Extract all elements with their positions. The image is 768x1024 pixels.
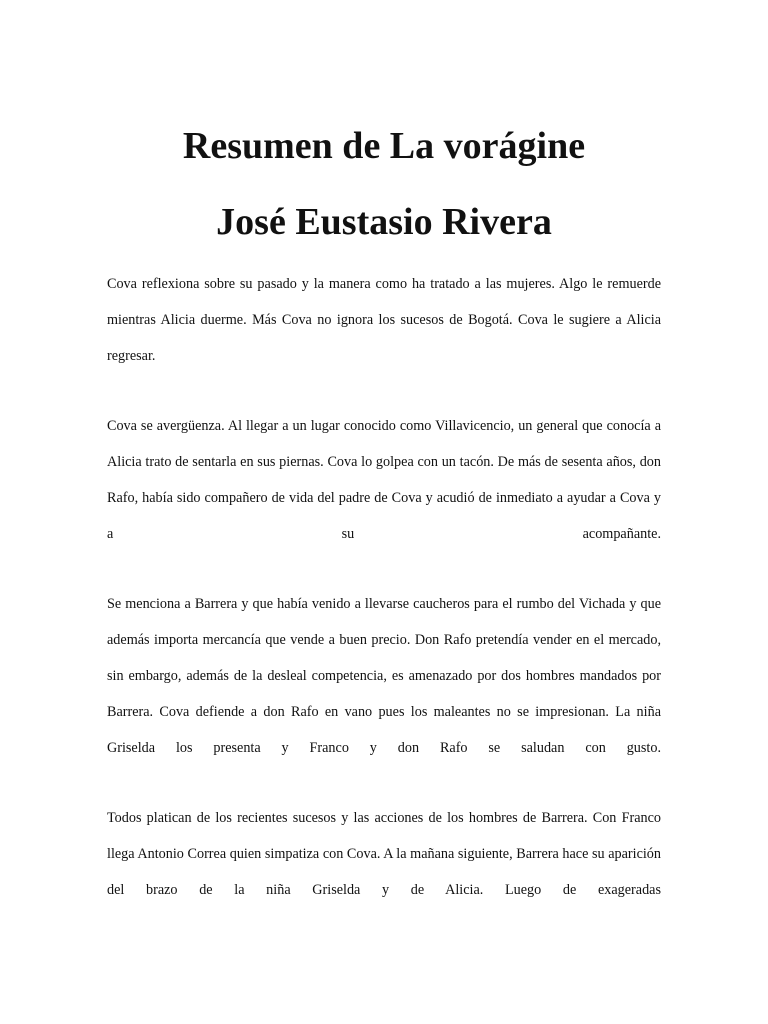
paragraph-2: Cova se avergüenza. Al llegar a un lugar conocido como Villavicencio, un general que conocía a Alicia trato de sentarla en sus piernas. Cova lo golpea con un tacón. De más de sesenta años, don Rafo, había sido compañero de vida del padre de Cova y acudió de inmediato a ayudar a Cova y a su acompañante. [107, 418, 661, 542]
document-body [107, 266, 661, 942]
document-author: José Eustasio Rivera [216, 201, 552, 243]
paragraph-3: Se menciona a Barrera y que había venido a llevarse caucheros para el rumbo del Vichada y que además importa mercancía que vende a buen precio. Don Rafo pretendía vender en el mercado, sin embargo, además de la desleal competencia, es amenazado por dos hombres mandados por Barrera. Cova defiende a don Rafo en vano pues los maleantes no se impresionan. La niña Griselda los presenta y Franco y don Rafo se saludan con gusto. [107, 596, 661, 756]
document-title: Resumen de La vorágine [182, 125, 586, 167]
paragraph-1: Cova reflexiona sobre su pasado y la manera como ha tratado a las mujeres. Algo le remuerde mientras Alicia duerme. Más Cova no ignora los sucesos de Bogotá. Cova le sugiere a Alicia regresar. [107, 276, 661, 364]
paragraph-4: Todos platican de los recientes sucesos y las acciones de los hombres de Barrera. Con Franco llega Antonio Correa quien simpatiza con Cova. A la mañana siguiente, Barrera hace su aparición del brazo de la niña Griselda y de Alicia. Luego de exageradas [107, 810, 661, 898]
